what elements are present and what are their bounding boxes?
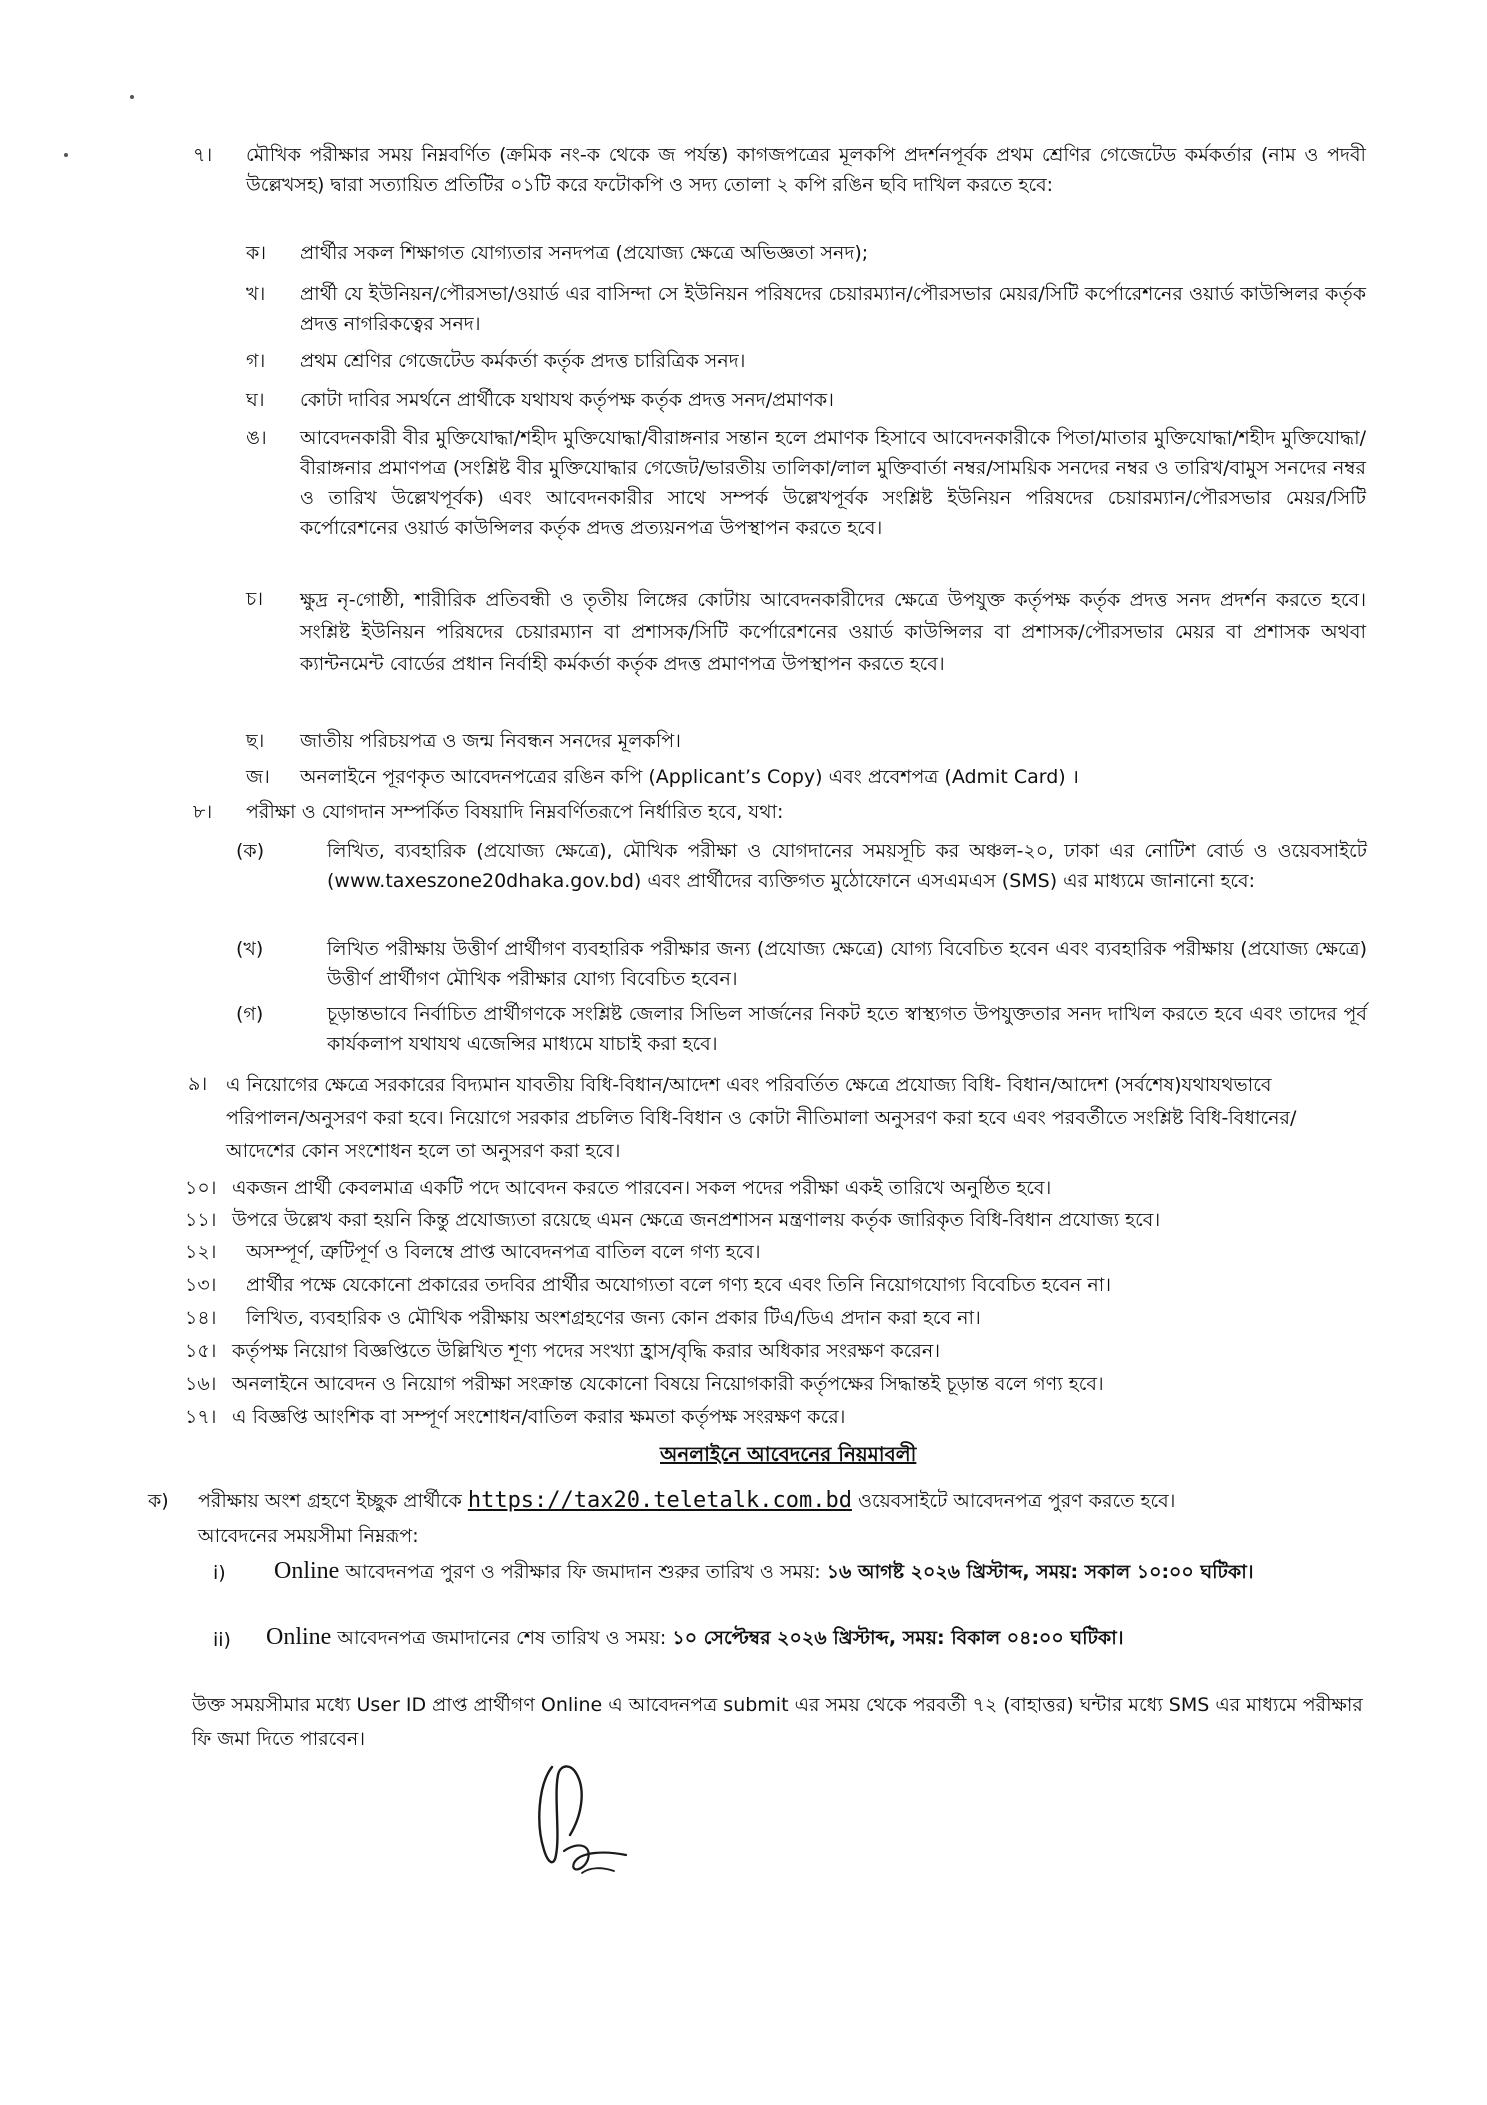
item-7-text: মৌখিক পরীক্ষার সময় নিম্নবর্ণিত (ক্রমিক নং-ক থেকে জ পর্যন্ত) কাগজপত্রের মূলকপি প্রদর্শনপূর্বক প্রথম শ্রেণির গেজেটেড কর্মকর্তার (নাম ও পদবী উল্লেখসহ) দ্বারা সত্যায়িত প্রতিটির ০১টি করে ফটোকপি ও সদ্য তোলা ২ কপি রঙিন ছবি দাখিল করতে হবে: [246,144,1366,196]
sub-text: জাতীয় পরিচয়পত্র ও জন্ম নিবন্ধন সনদের মূলকপি। [300,730,681,752]
online-rule-ka [198,1486,1368,1516]
item-number: ১১। [185,1209,217,1231]
item-text: অনলাইনে আবেদন ও নিয়োগ পরীক্ষা সংক্রান্ত যেকোনো বিষয়ে নিয়োগকারী কর্তৃপক্ষের সিদ্ধান্তই চূড়ান্ত বলে গণ্য হবে। [232,1373,1104,1395]
sub-label: গ। [246,350,266,372]
sub-label: জ। [246,766,270,788]
item-number: ১২। [185,1241,217,1263]
sub-text: লিখিত, ব্যবহারিক (প্রযোজ্য ক্ষেত্রে), মৌখিক পরীক্ষা ও যোগদানের সময়সূচি কর অঞ্চল-২০, ঢাকা এর নোটিশ বোর্ড ও ওয়েবসাইটে (www.taxeszone20dhaka.gov.bd) এবং প্রার্থীদের ব্যক্তিগত মুঠোফোনে এসএমএস (SMS) এর মাধ্যমে জানানো হবে: [327,840,1367,892]
closing-paragraph: উক্ত সময়সীমার মধ্যে User ID প্রাপ্ত প্রার্থীগণ Online এ আবেদনপত্র submit এর সময় থেকে পরবর্তী ৭২ (বাহাত্তর) ঘন্টার মধ্যে SMS এর মাধ্যমে পরীক্ষার ফি জমা দিতে পারবেন। [192,1694,1363,1750]
item-text: প্রার্থীর পক্ষে যেকোনো প্রকারের তদবির প্রার্থীর অযোগ্যতা বলে গণ্য হবে এবং তিনি নিয়োগযোগ্য বিবেচিত হবেন না। [246,1274,1111,1296]
sub-text: প্রার্থী যে ইউনিয়ন/পৌরসভা/ওয়ার্ড এর বাসিন্দা সে ইউনিয়ন পরিষদের চেয়ারম্যান/পৌরসভার মেয়র/সিটি কর্পোরেশনের ওয়ার্ড কাউন্সিলর কর্তৃক প্রদত্ত নাগরিকত্বের সনদ। [300,283,1366,335]
sub-label: চ। [246,588,264,610]
item-text: উপরে উল্লেখ করা হয়নি কিন্তু প্রযোজ্যতা রয়েছে এমন ক্ষেত্রে জনপ্রশাসন মন্ত্রণালয় কর্তৃক জারিকৃত বিধি-বিধান প্রযোজ্য হবে। [232,1209,1161,1231]
sub-label: ক) [148,1490,169,1512]
item-8-text: পরীক্ষা ও যোগদান সম্পর্কিত বিষয়াদি নিম্নবর্ণিতরূপে নির্ধারিত হবে, যথা: [246,801,784,823]
sub-text: লিখিত পরীক্ষায় উত্তীর্ণ প্রার্থীগণ ব্যবহারিক পরীক্ষার জন্য (প্রযোজ্য ক্ষেত্রে) যোগ্য বিবেচিত হবেন এবং ব্যবহারিক পরীক্ষায় (প্রযোজ্য ক্ষেত্রে) উত্তীর্ণ প্রার্থীগণ মৌখিক পরীক্ষার যোগ্য বিবেচিত হবেন। [327,938,1367,990]
online-rule-ka-post: ওয়েবসাইটে আবেদনপত্র পুরণ করতে হবে। [857,1490,1176,1512]
sub-label: খ। [246,283,266,305]
signature-image [530,1755,640,1885]
item-text: কর্তৃপক্ষ নিয়োগ বিজ্ঞপ্তিতে উল্লিখিত শূণ্য পদের সংখ্যা হ্রাস/বৃদ্ধি করার অধিকার সংরক্ষণ করেন। [232,1340,940,1362]
start-date-text: আবেদনপত্র পুরণ ও পরীক্ষার ফি জমাদান শুরুর তারিখ ও সময়: [345,1561,821,1583]
sub-label: i) [213,1562,226,1584]
sub-label: ছ। [246,730,265,752]
item-number: ৮। [193,801,213,823]
start-date-value: ১৬ আগষ্ট ২০২৬ খ্রিস্টাব্দ, সময়: সকাল ১০:০০ ঘটিকা। [826,1561,1254,1583]
end-date-text: আবেদনপত্র জমাদানের শেষ তারিখ ও সময়: [337,1627,667,1649]
item-number: ৯। [188,1073,208,1095]
sub-label: ক। [246,242,267,264]
item-number: ১৫। [185,1340,217,1362]
item-number: ১৪। [185,1307,217,1329]
sub-label: ii) [213,1629,231,1651]
item-number: ১০। [185,1177,217,1199]
sub-label: (গ) [236,1003,264,1025]
item-number: ৭। [193,144,213,166]
sub-text: কোটা দাবির সমর্থনে প্রার্থীকে যথাযথ কর্তৃপক্ষ কর্তৃক প্রদত্ত সনদ/প্রমাণক। [300,389,834,411]
item-text: অসম্পূর্ণ, ত্রুটিপূর্ণ ও বিলম্বে প্রাপ্ত আবেদনপত্র বাতিল বলে গণ্য হবে। [246,1241,761,1263]
sub-label: (ক) [236,840,265,862]
sub-text: আবেদনকারী বীর মুক্তিযোদ্ধা/শহীদ মুক্তিযোদ্ধা/বীরাঙ্গনার সন্তান হলে প্রমাণক হিসাবে আবেদনকারীকে পিতা/মাতার মুক্তিযোদ্ধা/শহীদ মুক্তিযোদ্ধা/বীরাঙ্গনার প্রমাণপত্র (সংশ্লিষ্ট বীর মুক্তিযোদ্ধার গেজেট/ভারতীয় তালিকা/লাল মুক্তিবার্তা নম্বর/সাময়িক সনদের নম্বর ও তারিখ/বামুস সনদের নম্বর ও তারিখ উল্লেখপূর্বক) এবং আবেদনকারীর সাথে সম্পর্ক উল্লেখপূর্বক সংশ্লিষ্ট ইউনিয়ন পরিষদের চেয়ারম্যান/পৌরসভার মেয়র/সিটি কর্পোরেশনের ওয়ার্ড কাউন্সিলর কর্তৃক প্রদত্ত প্রত্যয়নপত্র উপস্থাপন করতে হবে। [300,427,1366,539]
scan-speck [130,95,134,99]
start-date-line [274,1555,1364,1588]
scan-speck [64,153,68,157]
item-number: ১৭। [185,1406,217,1428]
sub-text: চূড়ান্তভাবে নির্বাচিত প্রার্থীগণকে সংশ্লিষ্ট জেলার সিভিল সার্জনের নিকট হতে স্বাস্থ্যগত উপযুক্ততার সনদ দাখিল করতে হবে এবং তাদের পূর্ব কার্যকলাপ যথাযথ এজেন্সির মাধ্যমে যাচাই করা হবে। [327,1003,1367,1055]
online-rule-ka-pre: পরীক্ষায় অংশ গ্রহণে ইচ্ছুক প্রার্থীকে [198,1490,462,1512]
end-date-line [266,1622,1376,1653]
sub-text: অনলাইনে পূরণকৃত আবেদনপত্রের রঙিন কপি (Applicant’s Copy) এবং প্রবেশপত্র (Admit Card) । [300,766,1079,788]
online-rules-heading: অনলাইনে আবেদনের নিয়মাবলী [660,1442,917,1466]
sub-label: ঙ। [246,427,267,449]
item-text: এ বিজ্ঞপ্তি আংশিক বা সম্পূর্ণ সংশোধন/বাতিল করার ক্ষমতা কর্তৃপক্ষ সংরক্ষণ করে। [232,1406,846,1428]
online-word: Online [266,1624,332,1650]
online-rule-ka-line2: আবেদনের সময়সীমা নিম্নরূপ: [198,1525,419,1547]
sub-label: ঘ। [246,389,265,411]
item-number: ১৬। [185,1373,217,1395]
sub-label: (খ) [236,938,264,960]
sub-text: প্রথম শ্রেণির গেজেটেড কর্মকর্তা কর্তৃক প্রদত্ত চারিত্রিক সনদ। [300,350,746,372]
online-word: Online [274,1558,340,1584]
item-text: এ নিয়োগের ক্ষেত্রে সরকারের বিদ্যমান যাবতীয় বিধি-বিধান/আদেশ এবং পরিবর্তিত ক্ষেত্রে প্রযোজ্য বিধি- বিধান/আদেশ (সর্বশেষ)যথাযথভাবে পরিপালন/অনুসরণ করা হবে। নিয়োগে সরকার প্রচলিত বিধি-বিধান ও কোটা নীতিমালা অনুসরণ করা হবে এবং পরবর্তীতে সংশ্লিষ্ট বিধি-বিধানের/আদেশের কোন সংশোধন হলে তা অনুসরণ করা হবে। [226,1074,1297,1162]
sub-text: প্রার্থীর সকল শিক্ষাগত যোগ্যতার সনদপত্র (প্রযোজ্য ক্ষেত্রে অভিজ্ঞতা সনদ); [300,242,869,264]
item-text: একজন প্রার্থী কেবলমাত্র একটি পদে আবেদন করতে পারবেন। সকল পদের পরীক্ষা একই তারিখে অনুষ্ঠিত হবে। [232,1177,1052,1199]
item-number: ১৩। [185,1274,217,1296]
item-text: লিখিত, ব্যবহারিক ও মৌখিক পরীক্ষায় অংশগ্রহণের জন্য কোন প্রকার টিএ/ডিএ প্রদান করা হবে না। [246,1307,981,1329]
sub-text: ক্ষুদ্র নৃ-গোষ্ঠী, শারীরিক প্রতিবন্ধী ও তৃতীয় লিঙ্গের কোটায় আবেদনকারীদের ক্ষেত্রে উপযুক্ত কর্তৃপক্ষ কর্তৃক প্রদত্ত সনদ প্রদর্শন করতে হবে। সংশ্লিষ্ট ইউনিয়ন পরিষদের চেয়ারম্যান বা প্রশাসক/সিটি কর্পোরেশনের ওয়ার্ড কাউন্সিলর বা প্রশাসক/পৌরসভার মেয়র বা প্রশাসক অথবা ক্যান্টনমেন্ট বোর্ডের প্রধান নির্বাহী কর্মকর্তা কর্তৃক প্রদত্ত প্রমাণপত্র উপস্থাপন করতে হবে। [300,589,1366,675]
application-website-link[interactable]: https://tax20.teletalk.com.bd [467,1488,852,1513]
end-date-value: ১০ সেপ্টেম্বর ২০২৬ খ্রিস্টাব্দ, সময়: বিকাল ০৪:০০ ঘটিকা। [672,1627,1124,1649]
